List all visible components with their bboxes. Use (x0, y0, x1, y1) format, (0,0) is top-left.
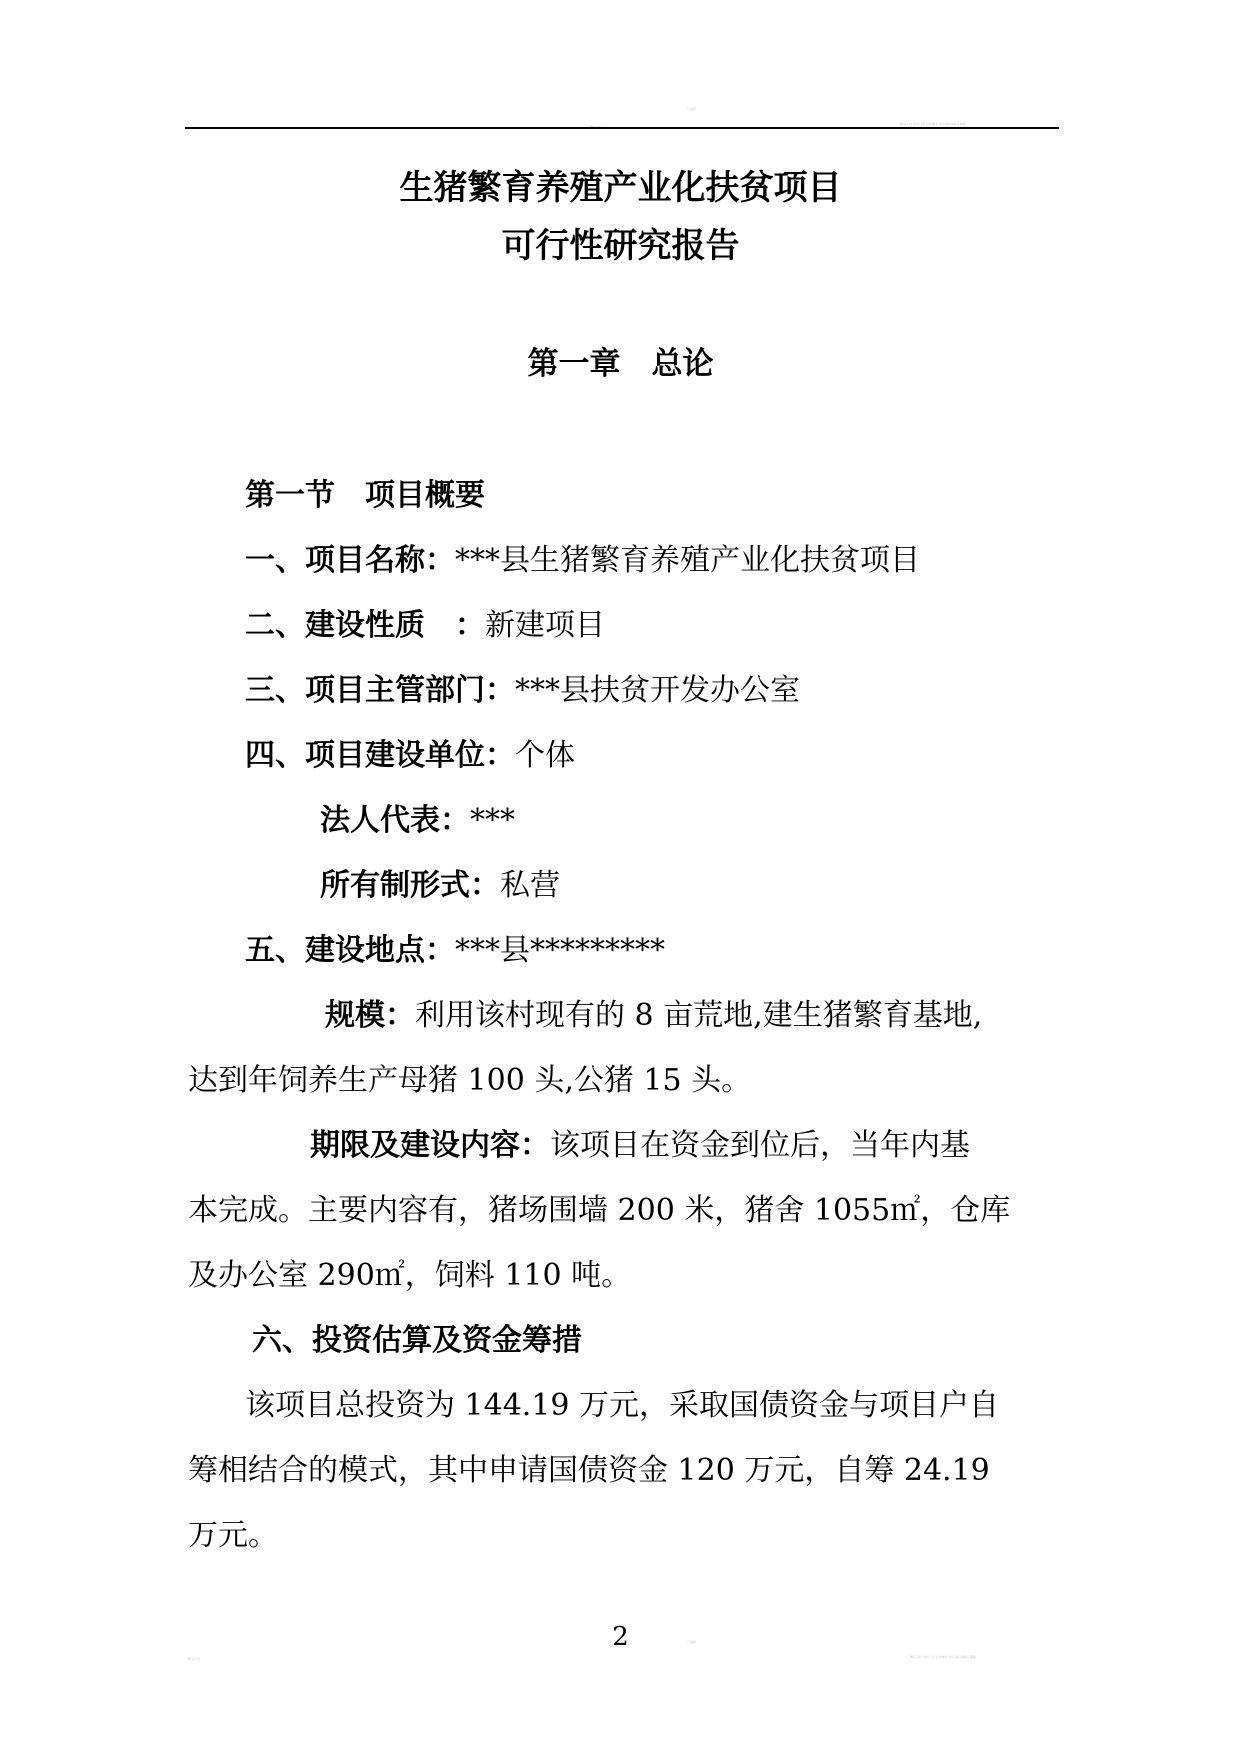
investment-text-1: 该项目总投资为 144.19 万元，采取国债资金与项目户自 (245, 1388, 1000, 1423)
header-tiny-left: 精品文档 (590, 125, 603, 129)
scale-label: 规模： (325, 998, 415, 1033)
period-label: 期限及建设内容： (310, 1128, 550, 1163)
item-ownership-form (320, 860, 560, 904)
construction-unit-value: 个体 (515, 738, 575, 773)
construction-site-label: 五、建设地点： (245, 933, 455, 968)
ownership-form-label: 所有制形式： (320, 868, 500, 903)
item-managing-department (245, 665, 800, 709)
item-construction-site (245, 925, 665, 969)
header-rule (185, 127, 1059, 129)
construction-nature-value: 新建项目 (485, 608, 605, 643)
construction-unit-label: 四、项目建设单位： (245, 738, 515, 773)
title-line-1: 生猪繁育养殖产业化扶贫项目 (399, 168, 842, 208)
construction-nature-label: 二、建设性质 ： (245, 608, 485, 643)
scale-text-2: 达到年饲养生产母猪 100 头,公猪 15 头。 (188, 1063, 752, 1098)
investment-heading: 六、投资估算及资金筹措 (252, 1323, 582, 1358)
footer-tiny-right: 精品文档 资料分享 仅供参考 如有侵权请联系删除 (910, 1655, 976, 1659)
item-project-name (245, 535, 920, 579)
chapter-heading: 第一章 总论 (527, 346, 714, 382)
managing-department-label: 三、项目主管部门： (245, 673, 515, 708)
header-tiny-center: 可编辑 (687, 107, 697, 111)
header-tiny-right: 精品文档 资料分享 仅供参考 如有侵权请联系删除 (900, 122, 966, 126)
project-name-label: 一、项目名称： (245, 543, 455, 578)
title-line-2: 可行性研究报告 (501, 226, 740, 266)
investment-text-3: 万元。 (188, 1518, 278, 1553)
page-number: 2 (612, 1622, 629, 1652)
item-legal-representative (320, 795, 515, 839)
managing-department-value: ***县扶贫开发办公室 (515, 673, 800, 708)
period-text-1: 该项目在资金到位后，当年内基 (550, 1128, 970, 1163)
section-heading: 第一节 项目概要 (245, 478, 485, 513)
item-construction-unit (245, 730, 575, 774)
period-text-2: 本完成。主要内容有，猪场围墙 200 米，猪舍 1055㎡，仓库 (188, 1193, 1011, 1228)
project-name-value: ***县生猪繁育养殖产业化扶贫项目 (455, 543, 920, 578)
scale-text-1: 利用该村现有的 8 亩荒地,建生猪繁育基地, (415, 998, 983, 1033)
footer-tiny-left: 精品文档 (188, 1657, 201, 1661)
ownership-form-value: 私营 (500, 868, 560, 903)
legal-representative-label: 法人代表： (320, 803, 470, 838)
legal-representative-value: *** (470, 803, 515, 838)
item-construction-nature (245, 600, 605, 644)
footer-tiny-center: 可编辑 (687, 1640, 697, 1644)
period-text-3: 及办公室 290㎡，饲料 110 吨。 (188, 1258, 632, 1293)
scale-line-1 (325, 990, 982, 1034)
investment-text-2: 筹相结合的模式，其中申请国债资金 120 万元，自筹 24.19 (188, 1453, 990, 1488)
period-line-1 (310, 1120, 970, 1164)
construction-site-value: ***县********* (455, 933, 665, 968)
